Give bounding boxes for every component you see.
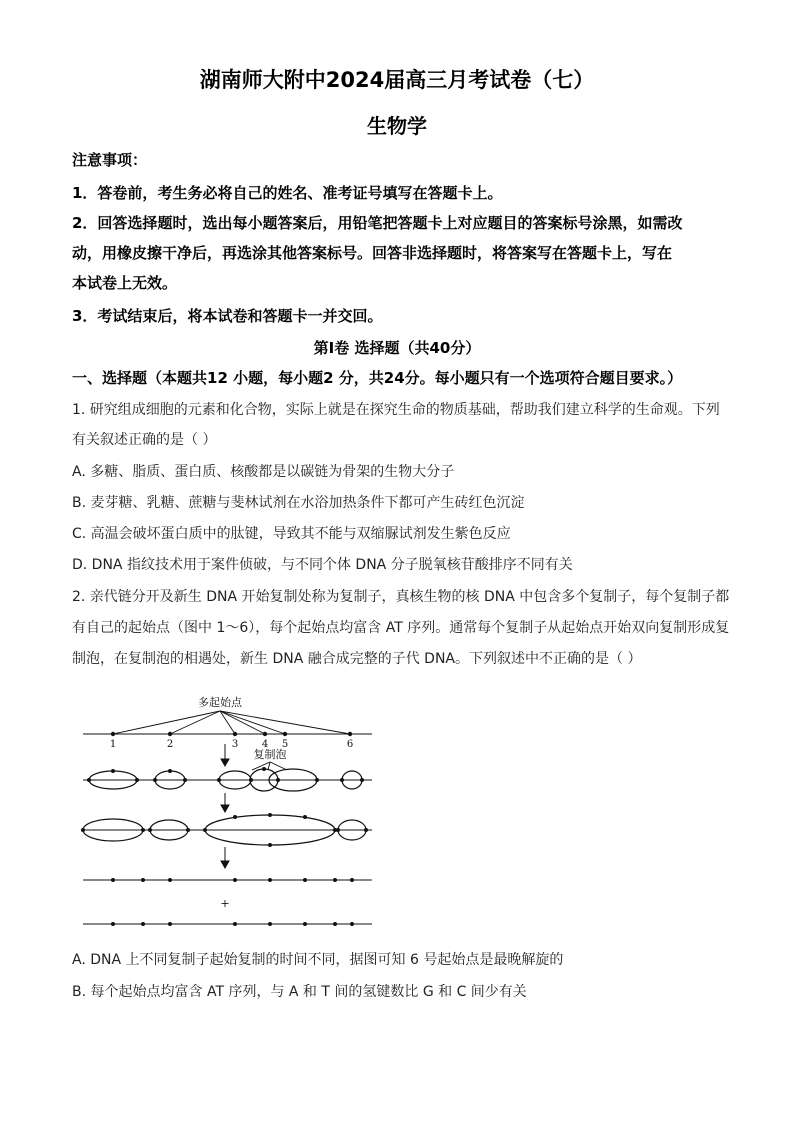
origin-number-4: 4: [261, 739, 269, 750]
arrow-down-icon: [221, 793, 229, 812]
notes-line-1: 1．答卷前，考生务必将自己的姓名、准考证号填写在答题卡上。: [72, 184, 503, 202]
notes-line-3: 动，用橡皮擦干净后，再选涂其他答案标号。回答非选择题时，将答案写在答题卡上，写在: [72, 244, 673, 262]
q1-option-b: B. 麦芽糖、乳糖、蔗糖与斐林试剂在水浴加热条件下都可产生砖红色沉淀: [72, 495, 525, 511]
notes-line-5: 3．考试结束后，将本试卷和答题卡一并交回。: [72, 307, 383, 325]
arrow-down-icon: [221, 744, 229, 766]
origin-number-6: 6: [346, 739, 354, 750]
arrow-down-icon: [221, 847, 229, 868]
plus-sign: +: [220, 897, 230, 910]
notes-line-4: 本试卷上无效。: [72, 274, 178, 292]
q2-stem-line-3: 制泡，在复制泡的相遇处，新生 DNA 融合成完整的子代 DNA。下列叙述中不正确的是（ ）: [72, 651, 642, 667]
q2-stem-line-1: 2. 亲代链分开及新生 DNA 开始复制处称为复制子，真核生物的核 DNA 中包含多个复制子，每个复制子都: [72, 589, 730, 605]
q1-option-d: D. DNA 指纹技术用于案件侦破，与不同个体 DNA 分子脱氧核苷酸排序不同有关: [72, 557, 573, 573]
q1-stem-line-1: 1. 研究组成细胞的元素和化合物，实际上就是在探究生命的物质基础，帮助我们建立科学的生命观。下列: [72, 402, 720, 418]
notes-heading: 注意事项：: [72, 151, 148, 169]
replication-diagram: [80, 690, 380, 935]
origin-number-3: 3: [231, 739, 239, 750]
notes-line-2: 2．回答选择题时，选出每小题答案后，用铅笔把答题卡上对应题目的答案标号涂黑，如需改: [72, 214, 683, 232]
origin-number-2: 2: [166, 739, 174, 750]
q2-option-a: A. DNA 上不同复制子起始复制的时间不同，据图可知 6 号起始点是最晚解旋的: [72, 952, 564, 968]
label-multiple-origins: 多起始点: [198, 696, 242, 709]
origin-numbers: [110, 739, 353, 750]
row-early-bubbles: [83, 767, 372, 791]
exam-title: 湖南师大附中2024届高三月考试卷（七）: [199, 68, 595, 92]
subject-title: 生物学: [367, 114, 427, 138]
volume-heading: 第Ⅰ卷 选择题（共40分）: [313, 339, 481, 357]
daughter-dna-1: [83, 878, 372, 882]
daughter-dna-2: [83, 922, 372, 926]
label-replication-bubble: 复制泡: [253, 748, 287, 761]
origin-number-1: 1: [109, 739, 117, 750]
q1-option-a: A. 多糖、脂质、蛋白质、核酸都是以碳链为骨架的生物大分子: [72, 464, 455, 480]
q2-option-b: B. 每个起始点均富含 AT 序列，与 A 和 T 间的氢键数比 G 和 C 间少有关: [72, 984, 527, 1000]
q2-stem-line-2: 有自己的起始点（图中 1～6），每个起始点均富含 AT 序列。通常每个复制子从起始点开始双向复制形成复: [72, 620, 730, 636]
q1-option-c: C. 高温会破坏蛋白质中的肽键，导致其不能与双缩脲试剂发生紫色反应: [72, 526, 511, 542]
origin-pointer-lines: [113, 711, 350, 734]
part-heading: 一、选择题（本题共12 小题，每小题2 分，共24分。每小题只有一个选项符合题目要求。）: [72, 369, 683, 387]
row-merged-bubbles: [81, 813, 372, 847]
origin-number-5: 5: [281, 739, 289, 750]
bubble-pointer-lines: [252, 762, 287, 770]
q1-stem-line-2: 有关叙述正确的是（ ）: [72, 432, 217, 448]
